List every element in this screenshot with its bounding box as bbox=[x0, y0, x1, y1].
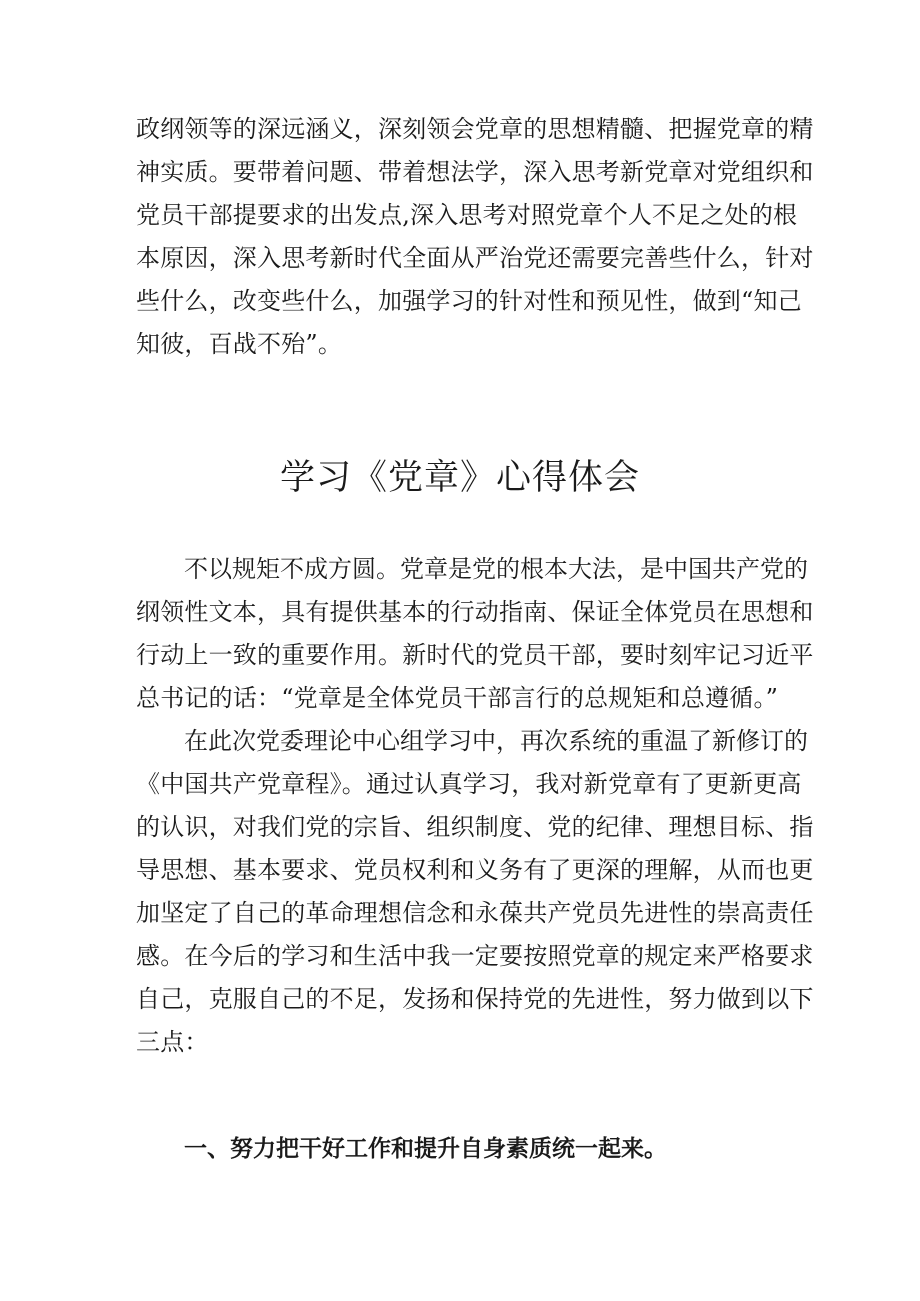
paragraph-2 bbox=[136, 763, 814, 1064]
document-title: 学习《党章》心得体会 bbox=[279, 458, 640, 498]
text-line: 些什么，改变些什么，加强学习的针对性和预见性，做到“知己 bbox=[136, 287, 802, 315]
text-line: 三点： bbox=[136, 1028, 209, 1056]
paragraph-first-line: 在此次党委理论中心组学习中，再次系统的重温了新修订的 bbox=[184, 727, 808, 755]
text-line: 政纲领等的深远涵义，深刻领会党章的思想精髓、把握党章的精 bbox=[136, 115, 814, 143]
text-line: 本原因，深入思考新时代全面从严治党还需要完善些什么，针对 bbox=[136, 244, 814, 272]
text-line: 行动上一致的重要作用。新时代的党员干部，要时刻牢记习近平 bbox=[136, 641, 814, 669]
paragraph-first-line: 不以规矩不成方圆。党章是党的根本大法，是中国共产党的 bbox=[184, 555, 808, 583]
text-line: 感。在今后的学习和生活中我一定要按照党章的规定来严格要求 bbox=[136, 942, 814, 970]
text-line: 导思想、基本要求、党员权利和义务有了更深的理解，从而也更 bbox=[136, 856, 814, 884]
text-line: 加坚定了自己的革命理想信念和永葆共产党员先进性的崇高责任 bbox=[136, 899, 814, 927]
text-line: 自己，克服自己的不足，发扬和保持党的先进性，努力做到以下 bbox=[136, 985, 814, 1013]
text-line: 总书记的话：“党章是全体党员干部言行的总规矩和总遵循。” bbox=[136, 684, 779, 712]
text-line: 纲领性文本，具有提供基本的行动指南、保证全体党员在思想和 bbox=[136, 598, 814, 626]
section-heading: 一、努力把干好工作和提升自身素质统一起来。 bbox=[184, 1136, 667, 1162]
paragraph-1 bbox=[136, 591, 814, 720]
text-line: 神实质。要带着问题、带着想法学，深入思考新党章对党组织和 bbox=[136, 158, 814, 186]
text-line: 党员干部提要求的出发点,深入思考对照党章个人不足之处的根 bbox=[136, 201, 798, 229]
text-line: 《中国共产党章程》。通过认真学习，我对新党章有了更新更高 bbox=[136, 770, 802, 798]
text-line: 的认识，对我们党的宗旨、组织制度、党的纪律、理想目标、指 bbox=[136, 813, 814, 841]
continuation-paragraph bbox=[136, 108, 814, 366]
text-line: 知彼，百战不殆”。 bbox=[136, 330, 343, 358]
